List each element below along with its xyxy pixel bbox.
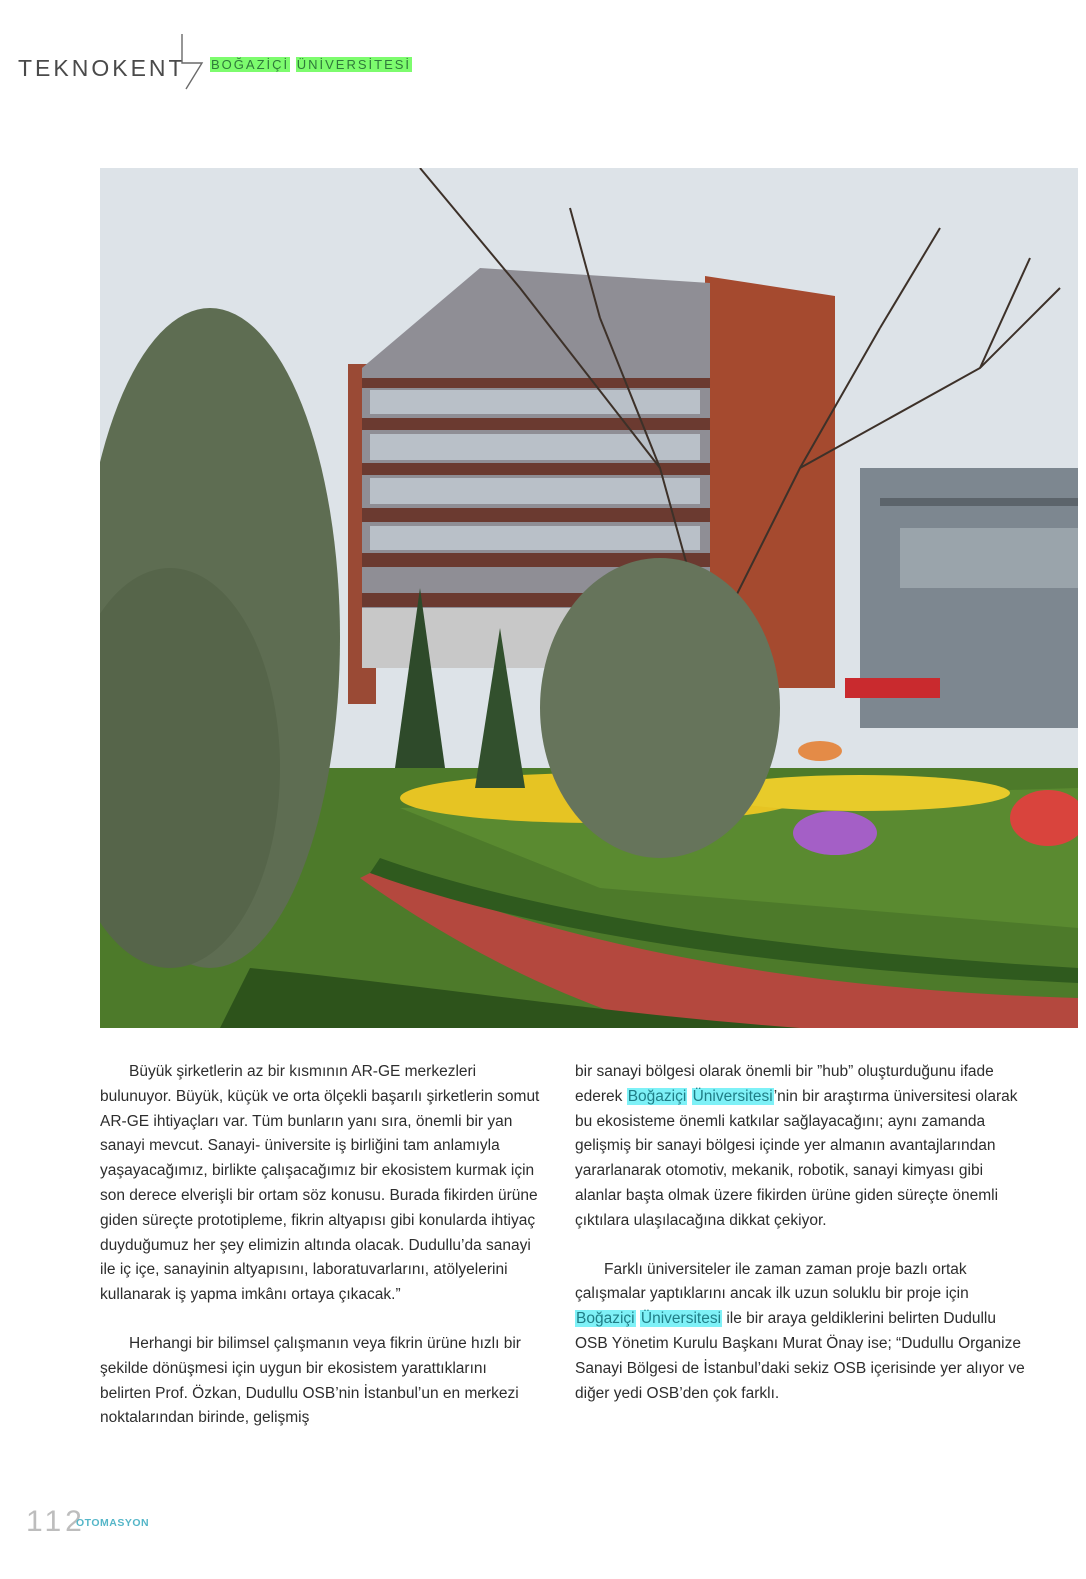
header-university xyxy=(210,57,412,72)
header-university-word2: ÜNİVERSİTESİ xyxy=(296,57,412,72)
right-p1-text-before: bir sanayi bölgesi olarak önemli bir ”hub” oluşturduğunu ifade ederek xyxy=(575,1063,994,1105)
right-paragraph-2 xyxy=(575,1258,1025,1407)
left-column xyxy=(100,1060,540,1431)
campus-photo xyxy=(100,168,1078,1028)
right-p1-highlight-1: Boğaziçi xyxy=(627,1087,687,1105)
campus-photo-icon xyxy=(100,168,1078,1028)
left-paragraph-2: Herhangi bir bilimsel çalışmanın veya fikrin ürüne hızlı bir şekilde dönüşmesi için uygun bir ekosistem yarattıklarını belirten Prof. Özkan, Dudullu OSB’nin İstanbul’un en merkezi noktalarından birinde, gelişmiş xyxy=(100,1334,521,1427)
magazine-name: OTOMASYON xyxy=(76,1517,150,1529)
left-paragraph-1: Büyük şirketlerin az bir kısmının AR-GE merkezleri bulunuyor. Büyük, küçük ve orta ölçekli başarılı şirketlerin somut AR-GE ihtiyaçları var. Tüm bunların yanı sıra, önemli bir yan sanayi mevcut. Sanayi- üniversite iş birliğini tam anlamıyla yaşayacağımız, birlikte çalışacağımız bir ekosistem kurmak için son derece elverişli bir ortam söz konusu. Burada fikirden ürüne giden süreçte prototipleme, fikrin altyapısı gibi konularda ihtiyaç duyduğumuz her şey elimizin altında olacak. Dudullu’da sanayi ile iç içe, sanayinin altyapısını, laboratuvarlarını, atölyelerini kullanarak iş yapma imkânı ortaya çıkacak.” xyxy=(100,1063,540,1304)
right-p1-text-after: ’nin bir araştırma üniversitesi olarak bu ekosisteme önemli katkılar sağlayacağını; aynı zamanda gelişmiş bir sanayi bölgesi içinde yer almanın avantajlarından yararlanarak otomotiv, mekanik, robotik, sanayi kimyası gibi alanlar başta olmak üzere fikirden ürüne giden süreçte önemli çıktılara ulaşılacağına dikkat çekiyor. xyxy=(575,1087,1018,1229)
header-brand: TEKNOKENT xyxy=(18,55,186,81)
right-p2-highlight-2: Üniversitesi xyxy=(640,1310,722,1328)
header-university-word1: BOĞAZİÇİ xyxy=(211,57,290,72)
right-p2-text-after: ile bir araya geldiklerini belirten Dudullu OSB Yönetim Kurulu Başkanı Murat Önay ise; “Dudullu Organize Sanayi Bölgesi de İstanbul’daki sekiz OSB içerisinde yer alıyor ve diğer yedi OSB’den çok farklı. xyxy=(575,1310,1025,1402)
right-paragraph-1 xyxy=(575,1060,1025,1234)
right-p2-text-before: Farklı üniversiteler ile zaman zaman proje bazlı ortak çalışmalar yaptıklarını ancak ilk uzun soluklu bir proje için xyxy=(575,1260,969,1303)
right-column xyxy=(575,1060,1025,1406)
page-number: 112 xyxy=(26,1505,86,1538)
right-p2-highlight-1: Boğaziçi xyxy=(576,1310,635,1328)
header-divider-mark xyxy=(174,33,206,91)
right-p1-highlight-2: Üniversitesi xyxy=(692,1087,773,1105)
